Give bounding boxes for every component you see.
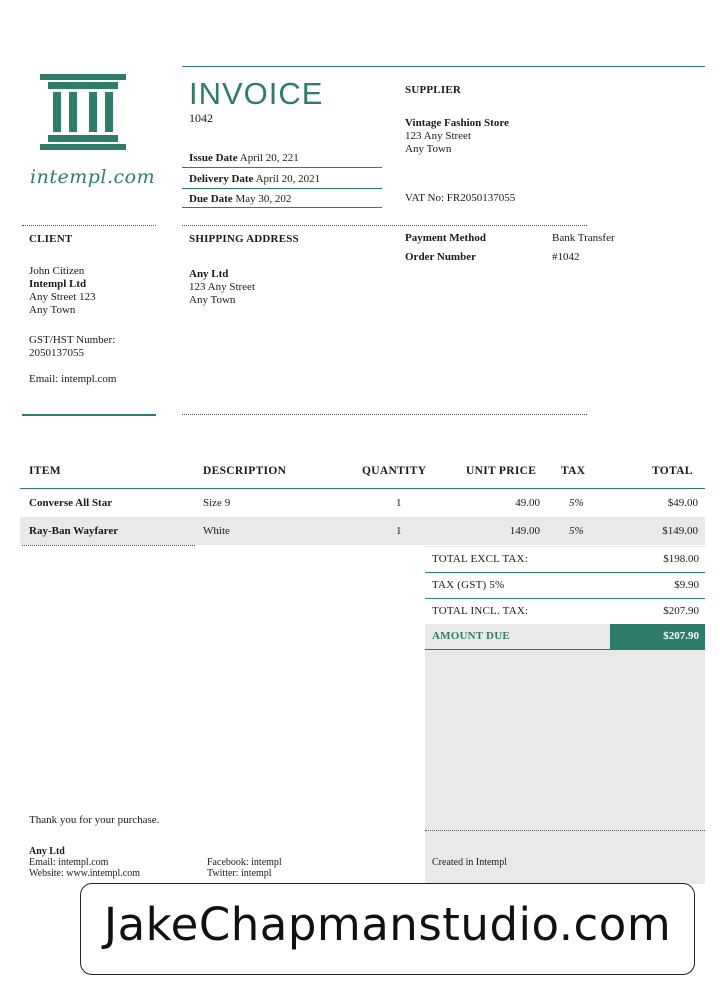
footer-facebook: Facebook: intempl	[207, 857, 282, 868]
col-header-quantity: QUANTITY	[362, 465, 427, 477]
tax-label: TAX (GST) 5%	[432, 579, 505, 591]
delivery-date-value: April 20, 2021	[255, 173, 321, 185]
pillar-temple-icon	[40, 74, 126, 154]
order-number-value: #1042	[552, 251, 580, 263]
payment-method-value: Bank Transfer	[552, 232, 615, 244]
total-incl-label: TOTAL INCL. TAX:	[432, 605, 529, 617]
item-description: Size 9	[203, 497, 231, 509]
top-rule	[182, 66, 705, 67]
footer-company: Any Ltd	[29, 846, 65, 857]
item-total: $49.00	[667, 497, 698, 509]
client-gst-value: 2050137055	[29, 347, 84, 359]
item-description: White	[203, 525, 230, 537]
amount-due-value: $207.90	[663, 630, 699, 642]
invoice-title: INVOICE	[189, 76, 324, 111]
watermark-banner	[80, 883, 695, 975]
client-address-line1: Any Street 123	[29, 291, 96, 303]
divider	[182, 207, 382, 208]
col-header-unit-price: UNIT PRICE	[466, 465, 537, 477]
item-unit-price: 49.00	[515, 497, 540, 509]
issue-date-label: Issue Date	[189, 152, 238, 164]
client-email: Email: intempl.com	[29, 373, 117, 385]
divider	[182, 225, 587, 226]
total-excl-value: $198.00	[663, 553, 699, 565]
shipping-name: Any Ltd	[189, 268, 229, 280]
delivery-date-row	[189, 169, 381, 189]
client-company: Intempl Ltd	[29, 278, 87, 290]
issue-date-row	[189, 148, 381, 168]
amount-due-box	[610, 624, 705, 650]
client-person: John Citizen	[29, 265, 85, 277]
divider	[22, 545, 195, 546]
tax-row	[425, 573, 705, 599]
total-excl-label: TOTAL EXCL TAX:	[432, 553, 528, 565]
issue-date-value: April 20, 221	[239, 152, 299, 164]
supplier-address-line2: Any Town	[405, 143, 452, 155]
footer-email: Email: intempl.com	[29, 857, 109, 868]
tax-value: $9.90	[674, 579, 699, 591]
invoice-number: 1042	[189, 111, 213, 125]
watermark-text: JakeChapmanstudio.com	[103, 898, 672, 951]
order-number-label: Order Number	[405, 251, 476, 263]
supplier-address-line1: 123 Any Street	[405, 130, 471, 142]
item-total: $149.00	[662, 525, 698, 537]
shipping-address-line2: Any Town	[189, 294, 236, 306]
due-date-value: May 30, 202	[235, 193, 292, 205]
divider	[22, 225, 156, 226]
supplier-heading: SUPPLIER	[405, 84, 461, 96]
item-name: Ray-Ban Wayfarer	[29, 525, 119, 537]
supplier-vat: VAT No: FR2050137055	[405, 192, 516, 204]
divider	[425, 830, 705, 831]
shipping-address-line1: 123 Any Street	[189, 281, 255, 293]
col-header-tax: TAX	[561, 465, 586, 477]
item-unit-price: 149.00	[509, 525, 540, 537]
brand-name: intempl.com	[30, 166, 156, 188]
item-tax: 5%	[569, 525, 584, 537]
total-incl-row	[425, 599, 705, 625]
item-quantity: 1	[396, 525, 402, 537]
total-incl-value: $207.90	[663, 605, 699, 617]
item-name: Converse All Star	[29, 497, 113, 509]
due-date-row	[189, 189, 381, 209]
payment-method-label: Payment Method	[405, 232, 486, 244]
col-header-total: TOTAL	[652, 465, 693, 477]
total-excl-row	[425, 547, 705, 573]
divider	[182, 414, 587, 415]
due-date-label: Due Date	[189, 193, 233, 205]
client-heading: CLIENT	[29, 233, 73, 245]
col-header-item: ITEM	[29, 465, 61, 477]
delivery-date-label: Delivery Date	[189, 173, 254, 185]
item-tax: 5%	[569, 497, 584, 509]
table-row	[20, 517, 705, 545]
table-row	[20, 489, 705, 517]
col-header-description: DESCRIPTION	[203, 465, 287, 477]
divider	[182, 167, 382, 168]
thank-you-note: Thank you for your purchase.	[29, 814, 160, 826]
amount-due-label: AMOUNT DUE	[432, 630, 510, 642]
supplier-name: Vintage Fashion Store	[405, 117, 509, 129]
footer-website: Website: www.intempl.com	[29, 868, 141, 879]
client-address-line2: Any Town	[29, 304, 76, 316]
client-gst-label: GST/HST Number:	[29, 334, 116, 346]
shipping-heading: SHIPPING ADDRESS	[189, 233, 299, 245]
footer-twitter: Twitter: intempl	[207, 868, 272, 879]
item-quantity: 1	[396, 497, 402, 509]
footer-created: Created in Intempl	[432, 857, 507, 868]
divider	[22, 414, 156, 416]
